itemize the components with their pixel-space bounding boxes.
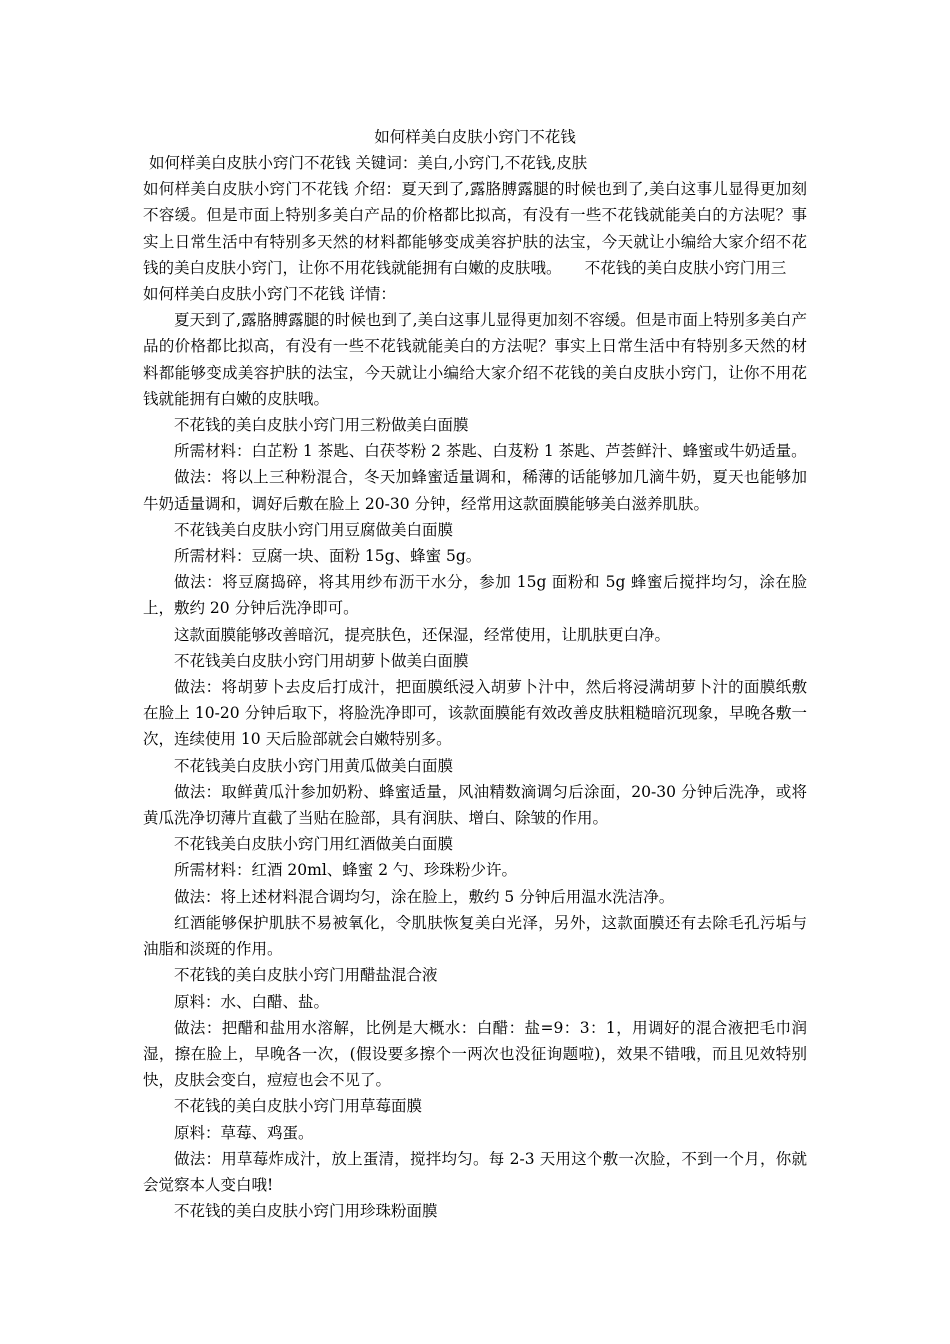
paragraph-materials: 所需材料：红酒 20ml、蜂蜜 2 勺、珍珠粉少许。 xyxy=(174,861,518,880)
paragraph-note: 红酒能够保护肌肤不易被氧化，令肌肤恢复美白光泽，另外，这款面膜还有去除毛孔污垢与油脂和淡斑的作用。 xyxy=(143,913,807,959)
paragraph-materials: 原料：草莓、鸡蛋。 xyxy=(174,1123,314,1142)
paragraph-method: 做法：把醋和盐用水溶解，比例是大概水：白醋：盐=9：3：1，用调好的混合液把毛巾润湿，擦在脸上，早晚各一次，(假设要多擦个一两次也没征询题啦)，效果不错哦，而且见效特别快，皮肤会变白，痘痘也会不见了。 xyxy=(143,1018,807,1090)
heading-tofu-mask: 不花钱美白皮肤小窍门用豆腐做美白面膜 xyxy=(174,520,454,539)
paragraph-materials: 所需材料：豆腐一块、面粉 15g、蜂蜜 5g。 xyxy=(174,547,482,566)
paragraph-method: 做法：取鲜黄瓜汁参加奶粉、蜂蜜适量，风油精数滴调匀后涂面，20-30 分钟后洗净，或将黄瓜洗净切薄片直截了当贴在脸部，具有润肤、增白、除皱的作用。 xyxy=(143,782,807,828)
paragraph-method: 做法：用草莓炸成汁，放上蛋清，搅拌均匀。每 2-3 天用这个敷一次脸，不到一个月，你就会觉察本人变白哦! xyxy=(143,1149,807,1194)
paragraph-note: 这款面膜能够改善暗沉，提亮肤色，还保湿，经常使用，让肌肤更白净。 xyxy=(174,625,671,644)
paragraph-method: 做法：将胡萝卜去皮后打成汁，把面膜纸浸入胡萝卜汁中，然后将浸满胡萝卜汁的面膜纸敷在脸上 10-20 分钟后取下，将脸洗净即可，该款面膜能有效改善皮肤粗糙暗沉现象，早晚各敷一次，连续使用 10 天后脸部就会白嫩特别多。 xyxy=(143,678,807,749)
paragraph-method: 做法：将以上三种粉混合，冬天加蜂蜜适量调和，稀薄的话能够加几滴牛奶，夏天也能够加牛奶适量调和，调好后敷在脸上 20-30 分钟，经常用这款面膜能够美白滋养肌肤。 xyxy=(143,468,807,513)
heading-three-powder-mask: 不花钱的美白皮肤小窍门用三粉做美白面膜 xyxy=(174,416,469,435)
detail-label: 如何样美白皮肤小窍门不花钱 详情： xyxy=(143,285,396,304)
heading-red-wine-mask: 不花钱美白皮肤小窍门用红酒做美白面膜 xyxy=(174,835,454,854)
intro-line: 如何样美白皮肤小窍门不花钱 介绍：夏天到了,露胳膊露腿的时候也到了,美白这事儿显得更加刻不容缓。但是市面上特别多美白产品的价格都比拟高，有没有一些不花钱就能美白的方法呢？事实上日常生活中有特别多天然的材料都能够变成美容护肤的法宝，今天就让小编给大家介绍不花钱的美白皮肤小窍门，让你不用花钱就能拥有白嫩的皮肤哦。 不花钱的美白皮肤小窍门用三 xyxy=(143,180,807,277)
heading-carrot-mask: 不花钱美白皮肤小窍门用胡萝卜做美白面膜 xyxy=(174,651,469,670)
paragraph-method: 做法：将上述材料混合调均匀，涂在脸上，敷约 5 分钟后用温水洗洁净。 xyxy=(174,887,675,906)
paragraph-materials: 原料：水、白醋、盐。 xyxy=(174,992,330,1011)
heading-vinegar-salt: 不花钱的美白皮肤小窍门用醋盐混合液 xyxy=(174,966,438,985)
paragraph-intro: 夏天到了,露胳膊露腿的时候也到了,美白这事儿显得更加刻不容缓。但是市面上特别多美白产品的价格都比拟高，有没有一些不花钱就能美白的方法呢？事实上日常生活中有特别多天然的材料都能够变成美容护肤的法宝，今天就让小编给大家介绍不花钱的美白皮肤小窍门，让你不用花钱就能拥有白嫩的皮肤哦。 xyxy=(143,311,807,408)
paragraph-method: 做法：将豆腐捣碎，将其用纱布沥干水分，参加 15g 面粉和 5g 蜂蜜后搅拌均匀，涂在脸上，敷约 20 分钟后洗净即可。 xyxy=(143,573,807,618)
document-body xyxy=(143,124,807,1224)
heading-pearl-powder-mask: 不花钱的美白皮肤小窍门用珍珠粉面膜 xyxy=(174,1202,438,1221)
document-title: 如何样美白皮肤小窍门不花钱 xyxy=(374,128,576,146)
keywords-line: 如何样美白皮肤小窍门不花钱 关键词：美白,小窍门,不花钱,皮肤 xyxy=(149,154,588,172)
heading-cucumber-mask: 不花钱美白皮肤小窍门用黄瓜做美白面膜 xyxy=(174,756,454,775)
paragraph-materials: 所需材料：白芷粉 1 茶匙、白茯苓粉 2 茶匙、白芨粉 1 茶匙、芦荟鲜汁、蜂蜜或牛奶适量。 xyxy=(174,442,807,461)
heading-strawberry-mask: 不花钱的美白皮肤小窍门用草莓面膜 xyxy=(174,1097,423,1116)
